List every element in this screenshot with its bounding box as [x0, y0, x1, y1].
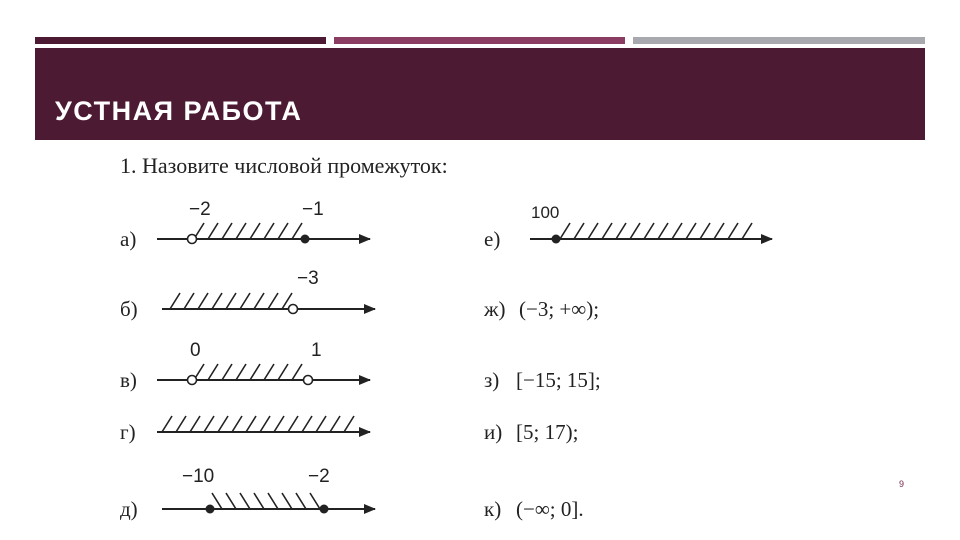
- number-line-v: [157, 340, 370, 385]
- tick-label-a-1: −2: [189, 199, 211, 220]
- hatch-b: [170, 293, 292, 309]
- tick-label-d-2: −2: [308, 466, 330, 487]
- item-v-label: в): [120, 368, 137, 392]
- item-d-label: д): [120, 497, 138, 521]
- item-e-label: е): [484, 227, 501, 251]
- open-point-b: [289, 305, 298, 314]
- item-z-label: з): [484, 368, 500, 392]
- accent-stripe-middle: [334, 37, 625, 44]
- number-line-g: [157, 416, 370, 432]
- item-k-label: к): [484, 497, 502, 521]
- task-heading: 1. Назовите числовой промежуток:: [120, 153, 448, 178]
- hatch-g: [162, 416, 354, 432]
- item-zh-label: ж): [484, 297, 506, 321]
- slide-number: 9: [899, 479, 905, 489]
- accent-stripe-right: [633, 37, 925, 44]
- number-line-a: [157, 199, 370, 244]
- item-b-label: б): [120, 297, 138, 321]
- item-a-label: а): [120, 227, 137, 251]
- answer-item-zh: [483, 297, 599, 321]
- item-z-interval: [−15; 15];: [516, 368, 601, 392]
- number-line-d: [162, 466, 375, 514]
- number-line-b: [162, 268, 375, 314]
- open-point-v-right: [304, 376, 313, 385]
- answer-item-k: [484, 497, 584, 521]
- item-zh-interval: (−3; +∞);: [519, 297, 600, 321]
- tick-label-v-1: 0: [190, 340, 201, 361]
- item-k-interval: (−∞; 0].: [516, 497, 584, 521]
- tick-label-b-1: −3: [297, 268, 319, 289]
- tick-label-a-2: −1: [302, 199, 324, 220]
- tick-label-d-1: −10: [182, 466, 215, 487]
- filled-point-d-right: [320, 505, 329, 514]
- accent-stripe-left: [35, 37, 326, 44]
- slide-title: УСТНАЯ РАБОТА: [55, 96, 303, 126]
- item-i-label: и): [484, 420, 503, 444]
- open-point-a-left: [188, 235, 197, 244]
- open-point-v-left: [188, 376, 197, 385]
- filled-point-a-right: [301, 235, 310, 244]
- hatch-a: [194, 223, 302, 239]
- tick-label-e-1: 100: [531, 203, 560, 222]
- answer-item-z: [484, 368, 601, 392]
- filled-point-d-left: [206, 505, 215, 514]
- hatch-v: [194, 364, 302, 380]
- hatch-e: [560, 223, 752, 239]
- tick-label-v-2: 1: [311, 340, 322, 361]
- item-i-interval: [5; 17);: [516, 420, 579, 444]
- hatch-d: [212, 493, 320, 509]
- filled-point-e: [552, 235, 561, 244]
- item-g-label: г): [120, 420, 136, 444]
- answer-item-i: [484, 420, 578, 444]
- exercise-sheet: [112, 140, 928, 535]
- number-line-e: [530, 203, 772, 244]
